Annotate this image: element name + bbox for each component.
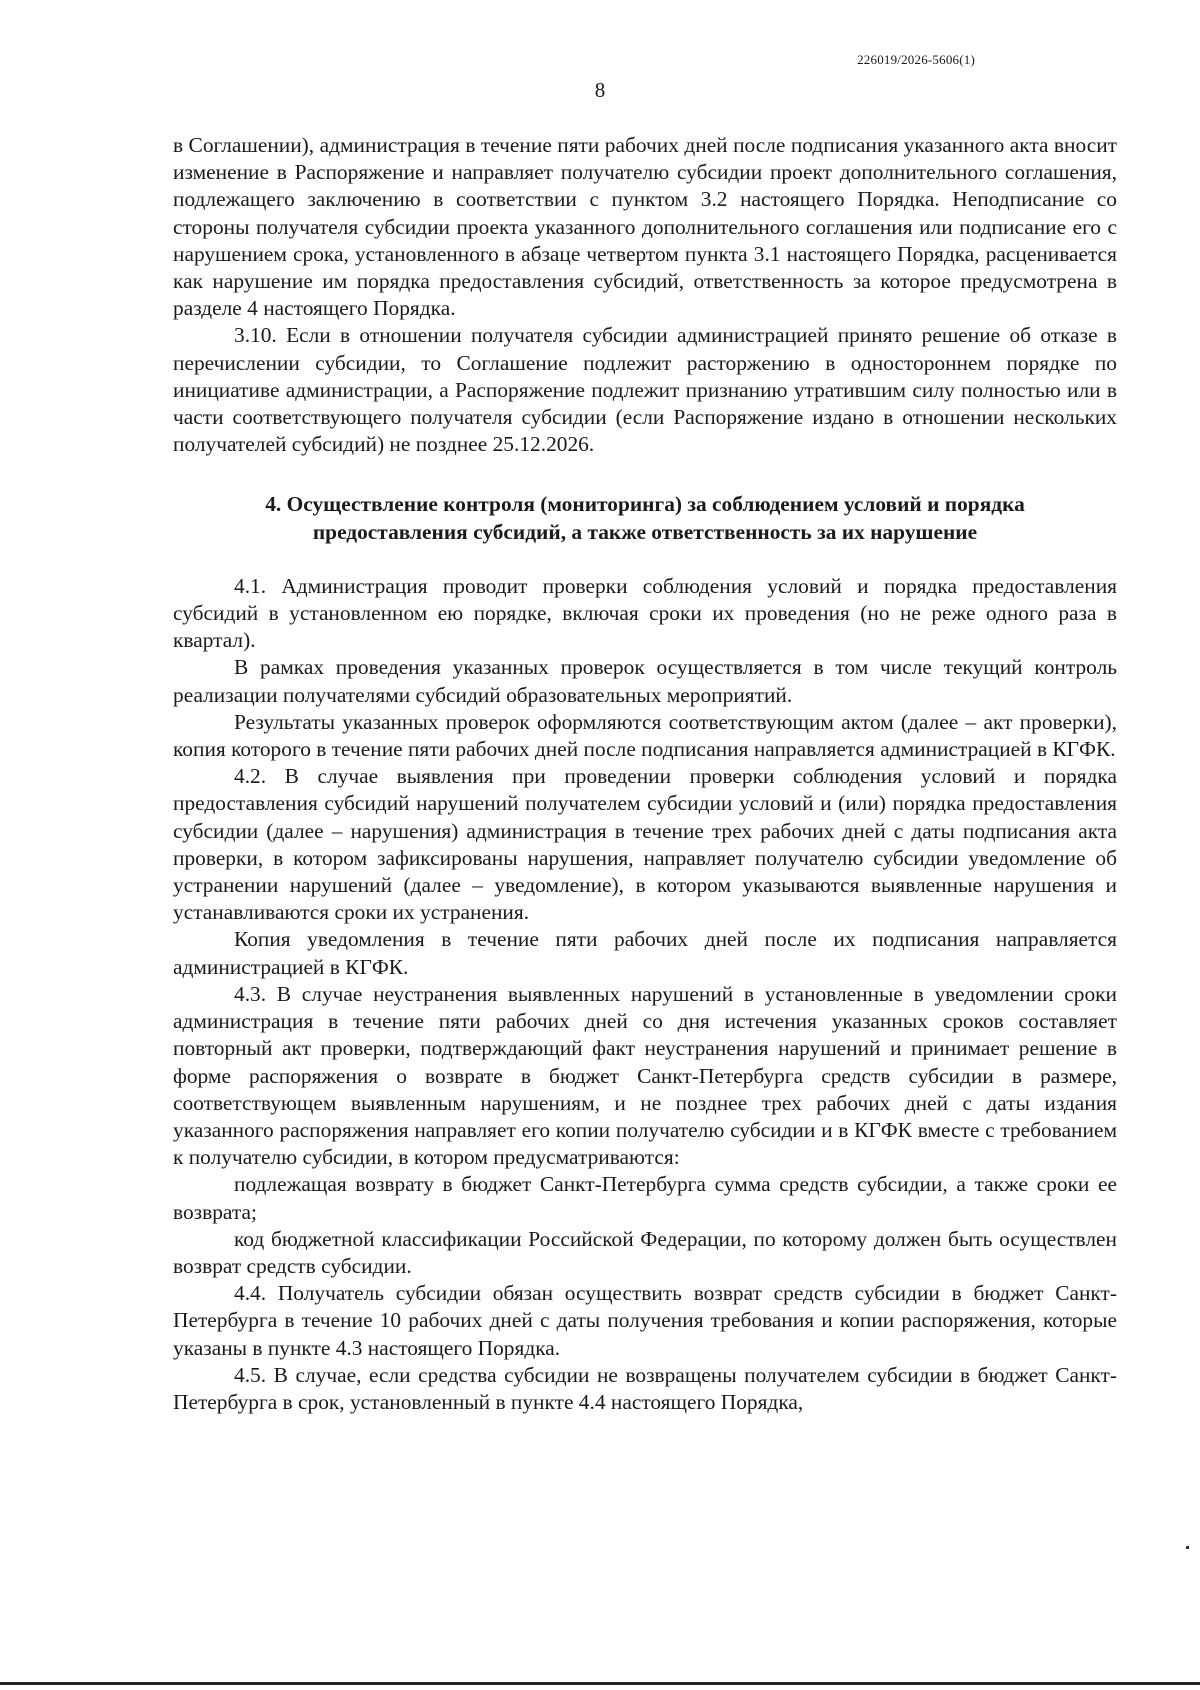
document-body [173,132,1117,1416]
paragraph-4-2: 4.2. В случае выявления при проведении проверки соблюдения условий и порядка предоставления субсидий нарушений получателем субсидии условий и (или) порядка предоставления субсидии (далее – нарушения) администрация в течение трех рабочих дней с даты подписания акта проверки, в котором зафиксированы нарушения, направляет получателю субсидии уведомление об устранении нарушений (далее – уведомление), в котором указываются выявленные нарушения и устанавливаются сроки их устранения. [173,764,1117,925]
paragraph-4-4: 4.4. Получатель субсидии обязан осуществить возврат средств субсидии в бюджет Санкт-Петербурга в течение 10 рабочих дней с даты получения требования и копии распоряжения, которые указаны в пункте 4.3 настоящего Порядка. [173,1281,1117,1360]
paragraph-3-10: 3.10. Если в отношении получателя субсидии администрацией принято решение об отказе в перечислении субсидии, то Соглашение подлежит расторжению в одностороннем порядке по инициативе администрации, а Распоряжение подлежит признанию утратившим силу полностью или в части соответствующего получателя субсидии (если Распоряжение издано в отношении нескольких получателей субсидий) не позднее 25.12.2026. [173,323,1117,457]
page-number: 8 [594,78,606,102]
document-id: 226019/2026-5606(1) [857,52,975,67]
paragraph-4-5: 4.5. В случае, если средства субсидии не возвращены получателем субсидии в бюджет Санкт-Петербурга в срок, установленный в пункте 4.4 настоящего Порядка, [173,1362,1117,1414]
paragraph-4-1-results: Результаты указанных проверок оформляются соответствующим актом (далее – акт проверки), копия которого в течение пяти рабочих дней после подписания направляется администрацией в КГФК. [173,709,1117,762]
scan-speck [1186,1546,1189,1549]
section-4-title: 4. Осуществление контроля (мониторинга) за соблюдением условий и порядка предоставления субсидий, а также ответственность за их нарушение [265,492,1025,544]
paragraph-continuation: в Соглашении), администрация в течение пяти рабочих дней после подписания указанного акта вносит изменение в Распоряжение и направляет получателю субсидии проект дополнительного соглашения, подлежащего заключению в соответствии с пунктом 3.2 настоящего Порядка. Неподписание со стороны получателя субсидии проекта указанного дополнительного соглашения или подписание его с нарушением срока, установленного в абзаце четвертом пункта 3.1 настоящего Порядка, расценивается как нарушение им порядка предоставления субсидий, ответственность за которое предусмотрена в разделе 4 настоящего Порядка. [173,133,1117,321]
paragraph-4-3-amount: подлежащая возврату в бюджет Санкт-Петербурга сумма средств субсидии, а также сроки ее возврата; [173,1172,1117,1224]
paragraph-4-3-code: код бюджетной классификации Российской Федерации, по которому должен быть осуществлен возврат средств субсидии. [173,1226,1117,1278]
paragraph-4-3: 4.3. В случае неустранения выявленных нарушений в установленные в уведомлении сроки администрация в течение пяти рабочих дней со дня истечения указанных сроков составляет повторный акт проверки, подтверждающий факт неустранения нарушений и принимает решение в форме распоряжения о возврате в бюджет Санкт-Петербурга средств субсидии в размере, соответствующем выявленным нарушениям, и не позднее трех рабочих дней с даты издания указанного распоряжения направляет его копии получателю субсидии и в КГФК вместе с требованием к получателю субсидии, в котором предусматриваются: [173,981,1117,1170]
scan-bottom-edge [0,1682,1200,1685]
paragraph-4-2-copy: Копия уведомления в течение пяти рабочих дней после их подписания направляется администрацией в КГФК. [173,927,1117,979]
paragraph-4-1-monitoring: В рамках проведения указанных проверок осуществляется в том числе текущий контроль реализации получателями субсидий образовательных мероприятий. [173,655,1117,707]
paragraph-4-1: 4.1. Администрация проводит проверки соблюдения условий и порядка предоставления субсидий в установленном ею порядке, включая сроки их проведения (но не реже одного раза в квартал). [173,573,1117,653]
